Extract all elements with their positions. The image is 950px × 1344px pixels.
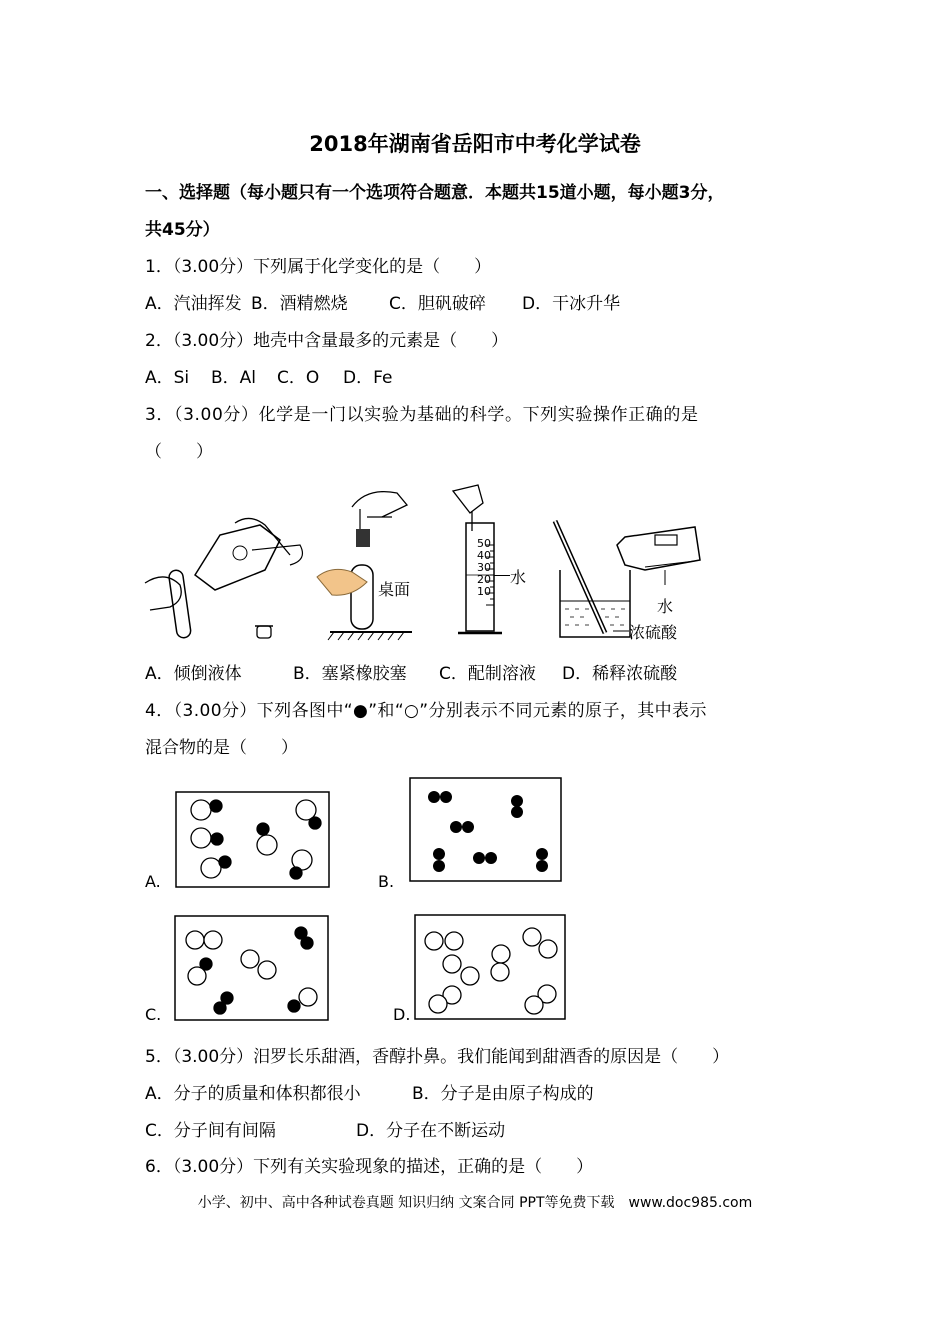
q1-options [145,293,620,315]
label-sulfuric-acid: 浓硫酸 [629,623,678,642]
q5-options-row2 [145,1120,505,1142]
scale-tick-label: 30 [477,561,491,574]
scale-tick-label: 50 [477,537,491,550]
q4-label-a: A. [145,872,161,891]
figure-stopper [312,487,432,645]
q1-option-c: C．胆矾破碎 [389,294,486,314]
particle-diagram-b [409,777,563,883]
scale-tick-label: 10 [477,585,491,598]
q3-options [145,663,677,685]
label-water-d: 水 [657,597,674,616]
particle-diagram-c [174,915,330,1022]
particle-diagram-a [175,791,331,889]
section-heading-line1: 一、选择题（每小题只有一个选项符合题意．本题共15道小题，每小题3分， [145,183,725,203]
q3-option-b: B．塞紧橡胶塞 [293,664,407,684]
page-title: 2018年湖南省岳阳市中考化学试卷 [309,132,641,156]
q3-option-d: D．稀释浓硫酸 [562,664,678,684]
q5-options-row1 [145,1083,594,1105]
q5-option-b: B．分子是由原子构成的 [412,1084,594,1104]
scale-tick-label: 40 [477,549,491,562]
q5-stem: 5．（3.00分）汨罗长乐甜酒，香醇扑鼻。我们能闻到甜酒香的原因是（ ） [145,1047,730,1067]
q3-option-a: A．倾倒液体 [145,664,242,684]
q4-label-d: D. [393,1005,411,1024]
q2-stem: 2．（3.00分）地壳中含量最多的元素是（ ） [145,331,509,351]
q6-stem: 6．（3.00分）下列有关实验现象的描述，正确的是（ ） [145,1157,594,1177]
q5-option-c: C．分子间有间隔 [145,1121,276,1141]
q1-stem: 1．（3.00分）下列属于化学变化的是（ ） [145,257,492,277]
page-footer: 小学、初中、高中各种试卷真题 知识归纳 文案合同 PPT等免费下载 www.doc985.com [197,1195,753,1211]
q3-option-c: C．配制溶液 [439,664,536,684]
cylinder-scale [477,538,491,598]
q1-option-b: B．酒精燃烧 [251,294,348,314]
label-water-c: 水 [510,568,527,587]
q4-stem-line1: 4．（3.00分）下列各图中“●”和“○”分别表示不同元素的原子，其中表示 [145,701,707,721]
q2-options [145,367,392,389]
figure-diluting-acid [545,515,705,643]
particle-diagram-d [414,914,567,1021]
q4-stem-line2: 混合物的是（ ） [145,738,298,758]
q3-stem-line1: 3．（3.00分）化学是一门以实验为基础的科学。下列实验操作正确的是 [145,405,699,425]
q2-option-b: B．Al [211,368,257,388]
q4-label-b: B. [378,872,395,891]
label-desk: 桌面 [378,580,411,599]
section-heading-line2: 共45分） [145,220,220,240]
scale-tick-label: 20 [477,573,491,586]
pointer-line [494,575,510,576]
q4-label-c: C. [145,1005,162,1024]
q5-option-a: A．分子的质量和体积都很小 [145,1084,361,1104]
q1-option-d: D．干冰升华 [522,294,621,314]
q2-option-a: A．Si [145,368,190,388]
q5-option-d: D．分子在不断运动 [356,1121,506,1141]
q3-stem-line2: （ ） [145,442,213,462]
figure-pouring-liquid [140,515,310,645]
q1-option-a: A．汽油挥发 [145,294,242,314]
q2-option-d: D．Fe [343,368,393,388]
q2-option-c: C．O [277,368,320,388]
